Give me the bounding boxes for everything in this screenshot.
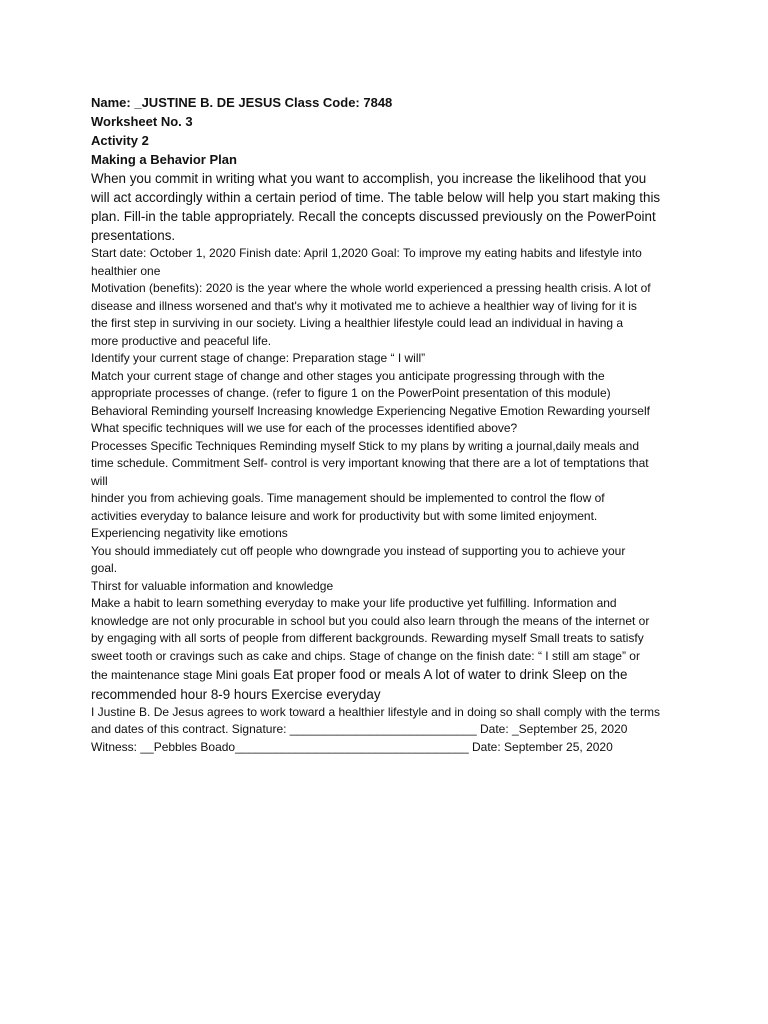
document-title: Making a Behavior Plan bbox=[91, 152, 237, 167]
motivation-line: disease and illness worsened and that's why it motivated me to achieve a healthier way of living for it is bbox=[91, 298, 637, 313]
mini-goals-line bbox=[91, 665, 681, 685]
worksheet-document bbox=[91, 93, 681, 756]
finish-stage-line: sweet tooth or cravings such as cake and chips. Stage of change on the finish date: “ I still am stage” or bbox=[91, 648, 640, 663]
activity-number: Activity 2 bbox=[91, 133, 149, 148]
processes-line: Behavioral Reminding yourself Increasing knowledge Experiencing Negative Emotion Rewarding yourself bbox=[91, 403, 650, 418]
motivation-line: more productive and peaceful life. bbox=[91, 333, 272, 348]
techniques-line: will bbox=[91, 473, 108, 488]
intro-line: presentations. bbox=[91, 228, 176, 243]
agreement-line: I Justine B. De Jesus agrees to work toward a healthier lifestyle and in doing so shall comply with the terms bbox=[91, 704, 660, 719]
intro-line: plan. Fill-in the table appropriately. Recall the concepts discussed previously on the PowerPoint bbox=[91, 209, 656, 224]
mini-goals-text: Eat proper food or meals A lot of water to drink Sleep on the bbox=[273, 667, 628, 682]
mini-goals-lead: the maintenance stage Mini goals bbox=[91, 668, 274, 682]
techniques-line: knowledge are not only procurable in school but you could also learn through the means of the internet or bbox=[91, 613, 650, 628]
intro-line: will act accordingly within a certain period of time. The table below will help you start making this bbox=[91, 190, 661, 205]
techniques-line: Thirst for valuable information and knowledge bbox=[91, 578, 334, 593]
dates-goal-line: healthier one bbox=[91, 263, 161, 278]
witness-line: Witness: __Pebbles Boado___________________________________ Date: September 25, 2020 bbox=[91, 739, 613, 754]
motivation-line: Motivation (benefits): 2020 is the year where the whole world experienced a pressing health crisis. A lot of bbox=[91, 281, 651, 295]
techniques-line: hinder you from achieving goals. Time management should be implemented to control the flow of bbox=[91, 491, 605, 505]
current-stage-line: Identify your current stage of change: Preparation stage “ I will” bbox=[91, 351, 426, 365]
techniques-line: Make a habit to learn something everyday to make your life productive yet fulfilling. Information and bbox=[91, 596, 617, 610]
intro-line: When you commit in writing what you want to accomplish, you increase the likelihood that you bbox=[91, 171, 647, 186]
mini-goals-line: recommended hour 8-9 hours Exercise everyday bbox=[91, 686, 381, 702]
motivation-line: the first step in surviving in our society. Living a healthier lifestyle could lead an individual in having a bbox=[91, 316, 624, 330]
name-line: Name: _JUSTINE B. DE JESUS Class Code: 7848 bbox=[91, 95, 393, 110]
dates-goal-line: Start date: October 1, 2020 Finish date: April 1,2020 Goal: To improve my eating habits and lifestyle into bbox=[91, 246, 642, 260]
techniques-question-line: What specific techniques will we use for each of the processes identified above? bbox=[91, 421, 518, 435]
techniques-line: time schedule. Commitment Self- control is very important knowing that there are a lot of temptations that bbox=[91, 456, 649, 470]
stage-instruction-line: appropriate processes of change. (refer to figure 1 on the PowerPoint presentation of this module) bbox=[91, 386, 611, 400]
techniques-line: by engaging with all sorts of people from different backgrounds. Rewarding myself Small treats to satisfy bbox=[91, 631, 644, 645]
techniques-line: You should immediately cut off people who downgrade you instead of supporting you to achieve your bbox=[91, 543, 626, 558]
techniques-line: Processes Specific Techniques Reminding myself Stick to my plans by writing a journal,daily meals and bbox=[91, 438, 640, 453]
techniques-line: Experiencing negativity like emotions bbox=[91, 526, 288, 540]
techniques-line: goal. bbox=[91, 561, 118, 575]
techniques-line: activities everyday to balance leisure and work for productivity but with some limited enjoyment. bbox=[91, 508, 598, 523]
worksheet-number: Worksheet No. 3 bbox=[91, 114, 193, 129]
signature-line: and dates of this contract. Signature: ____________________________ Date: _September 25, 2020 bbox=[91, 722, 628, 736]
stage-instruction-line: Match your current stage of change and other stages you anticipate progressing through with the bbox=[91, 368, 605, 383]
